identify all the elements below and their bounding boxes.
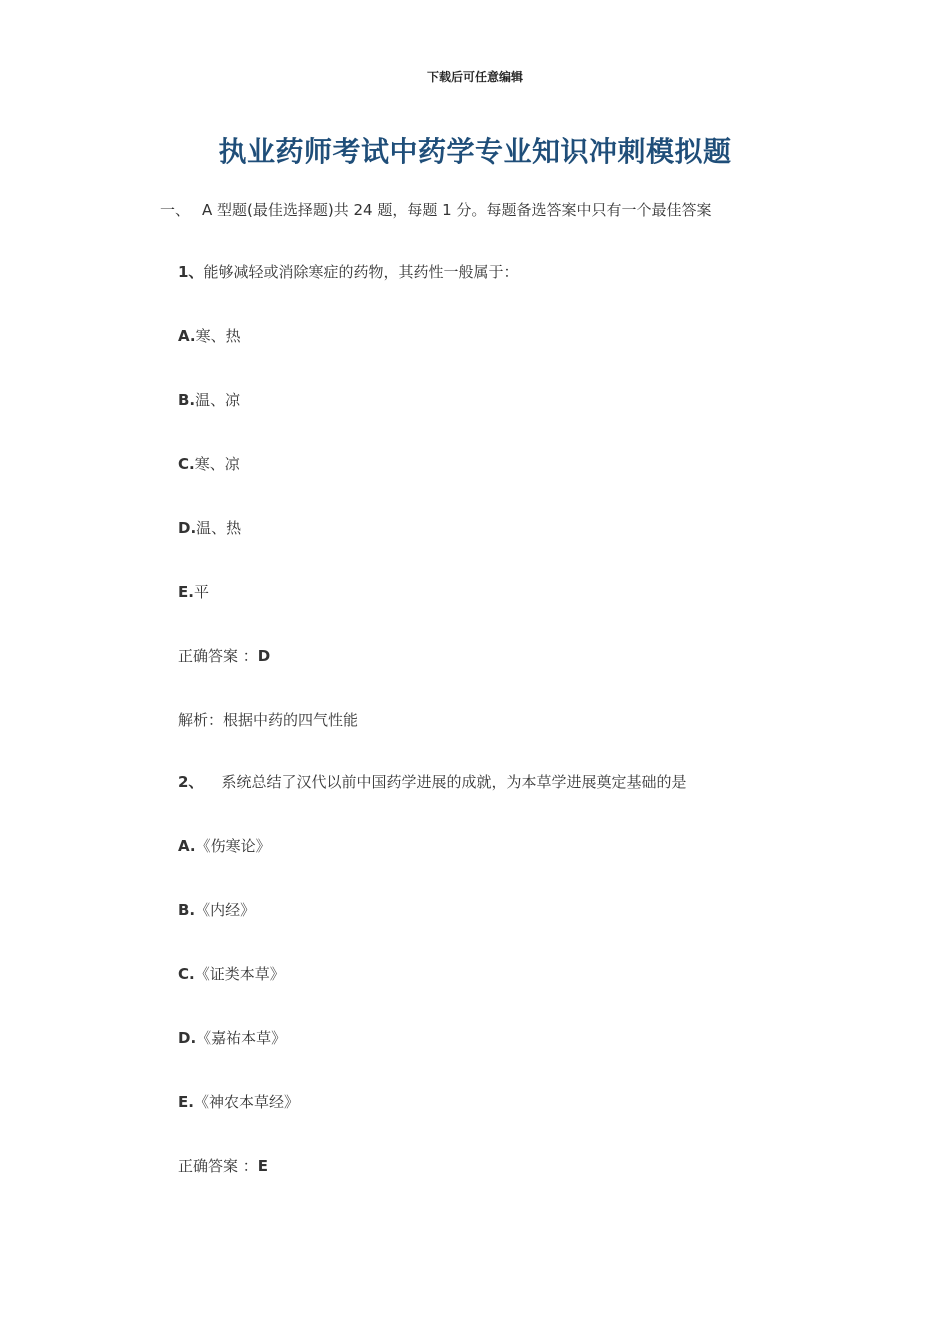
section-number: 一、 [160,201,191,219]
option-letter: B. [178,901,196,919]
option-d [178,1028,286,1048]
option-a [178,836,271,856]
question-stem: 系统总结了汉代以前中国药学进展的成就，为本草学进展奠定基础的是 [221,773,687,791]
answer-line [178,1156,268,1176]
header-note: 下载后可任意编辑 [426,70,523,84]
option-letter: E. [178,1093,194,1111]
answer-value: D [257,647,271,665]
option-a [178,326,241,346]
answer-label: 正确答案 ： [178,1157,258,1175]
option-c [178,454,240,474]
option-letter: C. [178,455,195,473]
option-text: 平 [193,583,209,601]
option-b [178,900,255,920]
option-text: 《伤寒论》 [195,837,271,855]
option-letter: C. [178,965,195,983]
option-letter: E. [178,583,194,601]
question-number: 2、 [178,773,204,791]
option-text: 《嘉祐本草》 [196,1029,287,1047]
question-stem: 能够减轻或消除寒症的药物，其药性一般属于： [203,263,519,281]
option-e [178,1092,299,1112]
document-title: 执业药师考试中药学专业知识冲刺模拟题 [218,135,732,168]
option-text: 《神农本草经》 [193,1093,299,1111]
option-text: 《内经》 [195,901,256,919]
option-text: 温、凉 [195,391,241,409]
option-text: 温、热 [196,519,242,537]
option-letter: B. [178,391,196,409]
option-c [178,964,285,984]
answer-line [178,646,270,666]
question-1-stem-line [178,262,518,282]
section-heading [160,199,711,220]
option-letter: D. [178,1029,197,1047]
question-2-stem-line [178,772,686,792]
option-letter: D. [178,519,197,537]
option-e [178,582,209,602]
answer-label: 正确答案 ： [178,647,258,665]
option-d [178,518,241,538]
option-letter: A. [178,327,196,345]
option-b [178,390,240,410]
option-text: 寒、凉 [194,455,240,473]
analysis-line: 解析：根据中药的四气性能 [178,711,359,729]
option-letter: A. [178,837,196,855]
answer-value: E [257,1157,269,1175]
question-number: 1、 [178,263,204,281]
option-text: 寒、热 [195,327,241,345]
option-text: 《证类本草》 [194,965,285,983]
section-text: A 型题(最佳选择题)共 24 题，每题 1 分。每题备选答案中只有一个最佳答案 [202,201,712,219]
